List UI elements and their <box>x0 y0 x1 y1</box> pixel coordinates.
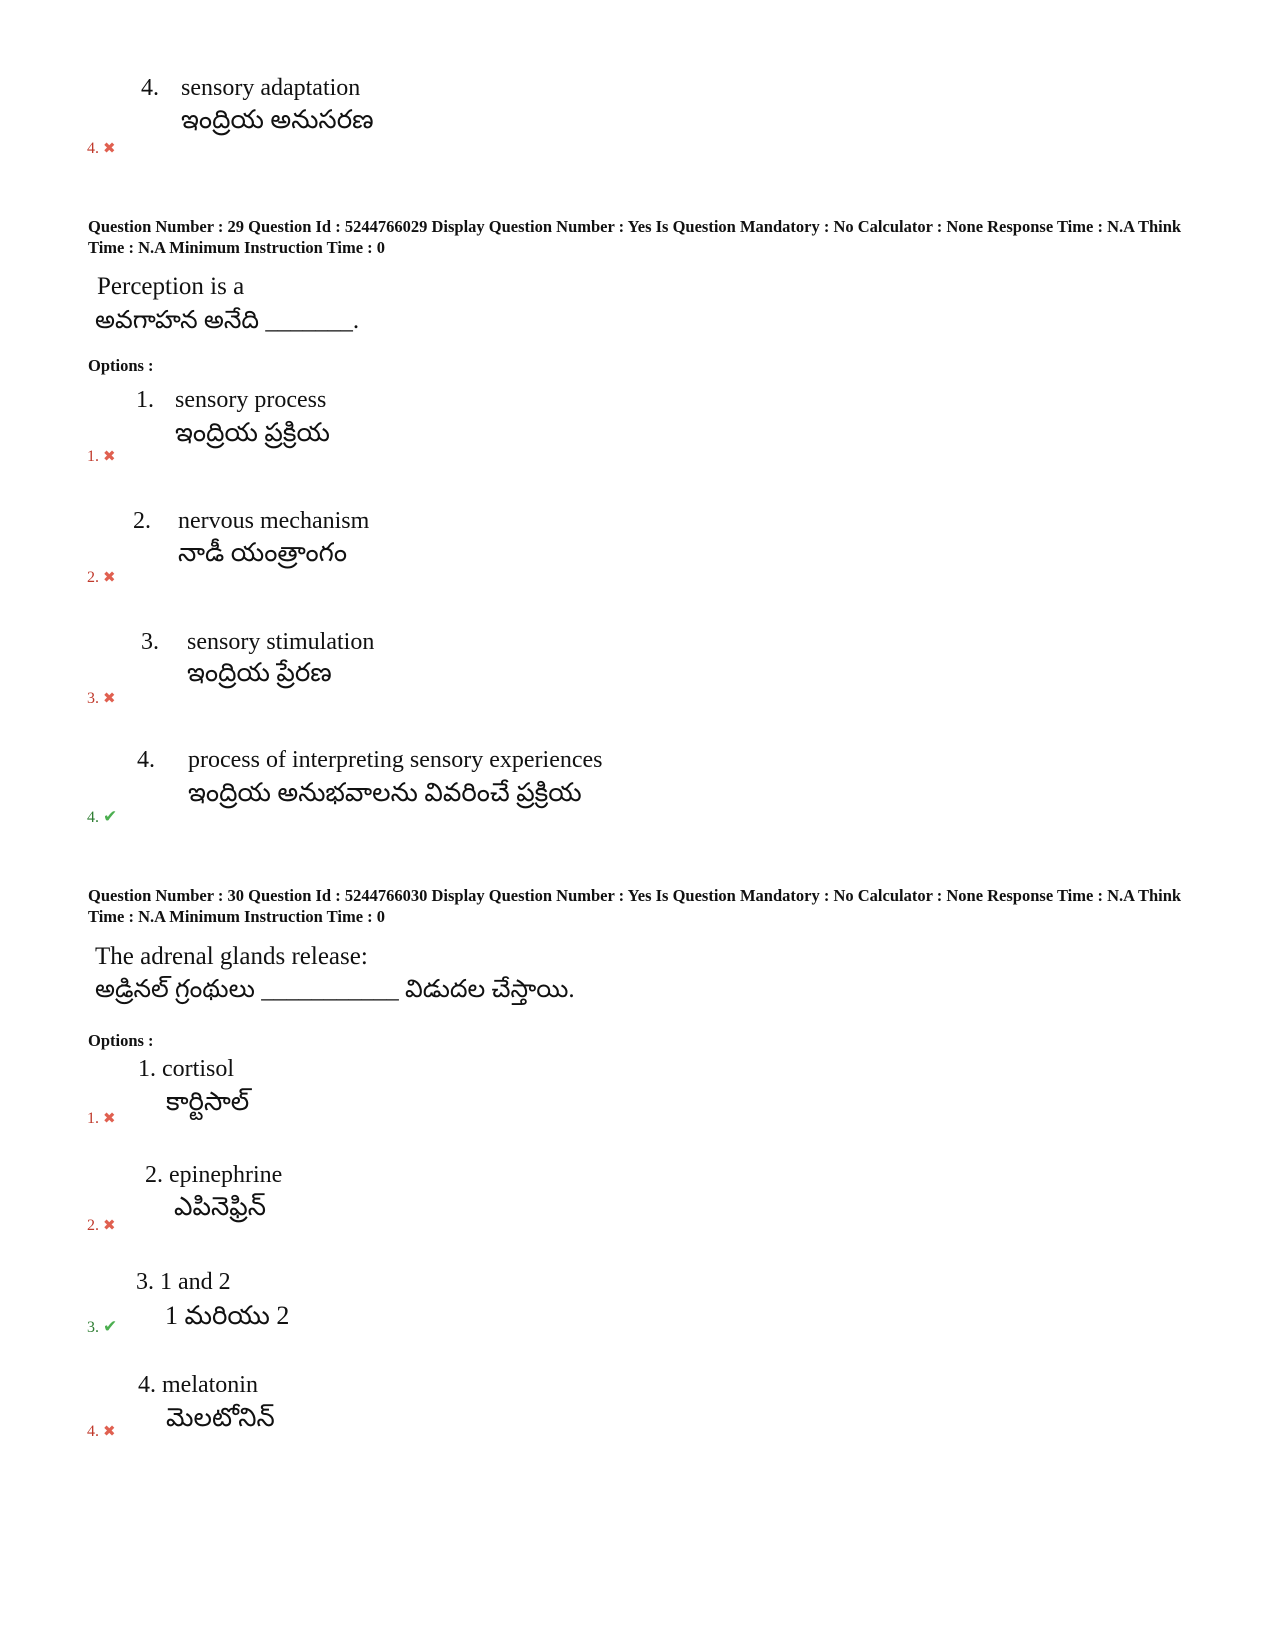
options-label: Options : <box>88 1031 154 1050</box>
option-marker <box>87 140 116 158</box>
option-marker <box>87 1217 116 1235</box>
question-header: Question Number : 30 Question Id : 5244766030 Display Question Number : Yes Is Question Mandatory : No Calculator : None Response Time : N.A Think Time : N.A Minimum Instruction Time : 0 <box>88 886 1182 926</box>
marker-number: 4. <box>87 140 99 157</box>
cross-icon: ✖ <box>103 1111 116 1127</box>
cross-icon: ✖ <box>103 1424 116 1440</box>
question-stem-en: The adrenal glands release: <box>95 943 368 970</box>
marker-number: 1. <box>87 448 99 465</box>
option-marker <box>87 448 116 466</box>
option-text-en: nervous mechanism <box>178 508 370 534</box>
option-text-te: మెలటోనిన్ <box>166 1403 275 1432</box>
cross-icon: ✖ <box>103 691 116 707</box>
option-number: 1. cortisol <box>138 1056 234 1082</box>
option-number: 1. <box>136 387 154 413</box>
marker-number: 2. <box>87 569 99 586</box>
option-text-te: ఇంద్రియ ప్రక్రియ <box>175 418 330 447</box>
option-number: 3. <box>141 629 159 655</box>
question-stem-en: Perception is a <box>97 273 245 300</box>
option-text-en: sensory adaptation <box>181 75 361 101</box>
option-marker-correct <box>87 808 117 827</box>
option-text-te: నాడీ యంత్రాంగం <box>178 538 348 567</box>
options-label: Options : <box>88 356 154 375</box>
option-text-te: ఎపినెఫ్రిన్ <box>174 1192 266 1221</box>
marker-number: 2. <box>87 1217 99 1234</box>
cross-icon: ✖ <box>103 141 116 157</box>
option-number: 3. 1 and 2 <box>136 1269 231 1295</box>
option-text-te: ఇంద్రియ అనుసరణ <box>181 105 374 134</box>
cross-icon: ✖ <box>103 449 116 465</box>
option-text-en: sensory stimulation <box>187 629 375 655</box>
question-header: Question Number : 29 Question Id : 5244766029 Display Question Number : Yes Is Question Mandatory : No Calculator : None Response Time : N.A Think Time : N.A Minimum Instruction Time : 0 <box>88 217 1182 257</box>
option-text-en: sensory process <box>175 387 327 413</box>
option-number: 4. <box>137 747 155 773</box>
option-text-te: ఇంద్రియ ప్రేరణ <box>187 658 332 687</box>
option-text-te: కార్టిసాల్ <box>166 1087 250 1116</box>
marker-number: 4. <box>87 809 99 826</box>
option-number: 2. epinephrine <box>145 1162 283 1188</box>
option-number: 2. <box>133 508 151 534</box>
marker-number: 3. <box>87 1319 99 1336</box>
option-text-en: process of interpreting sensory experiences <box>188 747 603 773</box>
marker-number: 1. <box>87 1110 99 1127</box>
marker-number: 4. <box>87 1423 99 1440</box>
option-marker <box>87 1423 116 1441</box>
marker-number: 3. <box>87 690 99 707</box>
check-icon: ✔ <box>103 807 118 826</box>
option-marker <box>87 690 116 708</box>
option-marker <box>87 1110 116 1128</box>
cross-icon: ✖ <box>103 1218 116 1234</box>
cross-icon: ✖ <box>103 570 116 586</box>
option-text-te: ఇంద్రియ అనుభవాలను వివరించే ప్రక్రియ <box>188 778 582 807</box>
option-marker <box>87 569 116 587</box>
option-number: 4. melatonin <box>138 1372 258 1398</box>
check-icon: ✔ <box>103 1317 118 1336</box>
question-stem-te: అడ్రినల్ గ్రంథులు ___________ విడుదల చేస్తాయి. <box>95 976 575 1003</box>
question-stem-te: అవగాహన అనేది _______. <box>95 307 360 334</box>
option-marker-correct <box>87 1318 117 1337</box>
option-text-te: 1 మరియు 2 <box>165 1301 290 1330</box>
option-number: 4. <box>141 75 159 101</box>
